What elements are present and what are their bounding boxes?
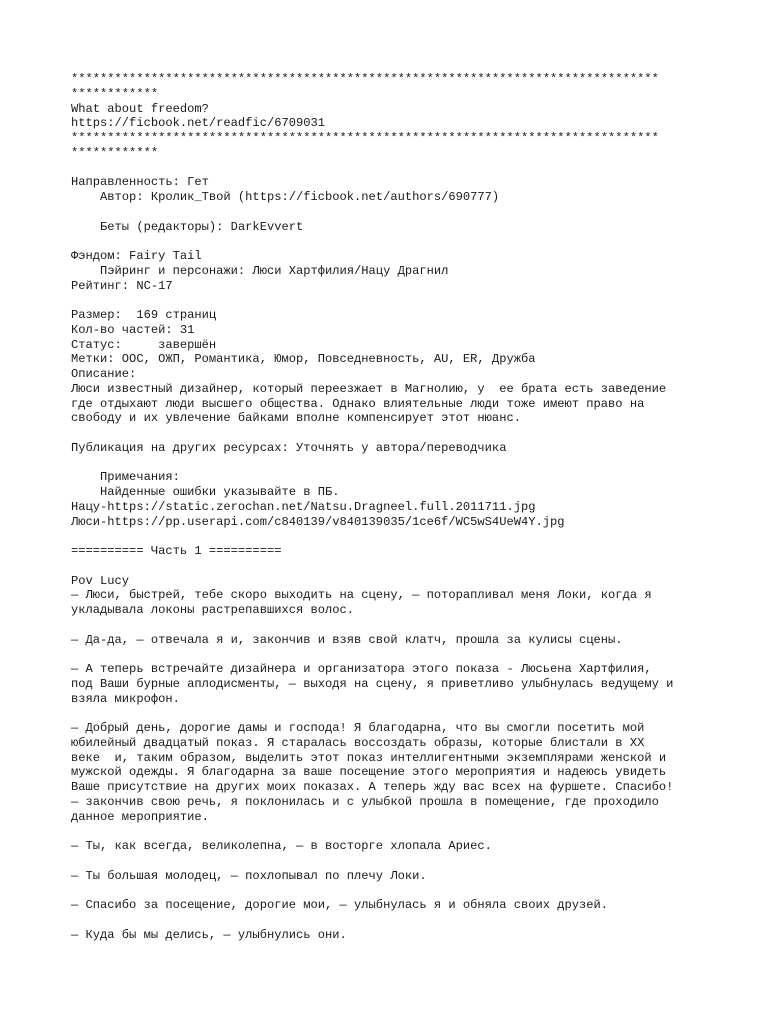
text-line bbox=[71, 883, 711, 898]
text-line: Люси-https://pp.userapi.com/c840139/v840139035/1ce6f/WC5wS4UeW4Y.jpg bbox=[71, 514, 565, 529]
text-line: мужской одежды. Я благодарна за ваше посещение этого мероприятия и надеюсь увидеть bbox=[71, 765, 667, 780]
text-line: Публикация на других ресурсах: Уточнять у автора/переводчика bbox=[71, 440, 507, 455]
text-line: — Ты большая молодец, — похлопывал по плечу Локи. bbox=[71, 868, 427, 883]
text-line: Направленность: Гет bbox=[71, 175, 209, 190]
text-line: — Да-да, — отвечала я и, закончив и взяв свой клатч, прошла за кулисы сцены. bbox=[71, 632, 623, 647]
text-line: — Спасибо за посещение, дорогие мои, — улыбнулась я и обняла своих друзей. bbox=[71, 898, 609, 912]
text-line: — Ты, как всегда, великолепна, — в восторге хлопала Ариес. bbox=[71, 839, 492, 853]
text-line bbox=[71, 913, 711, 928]
text-line: Pov Lucy bbox=[71, 573, 130, 588]
text-line: Примечания: bbox=[71, 470, 180, 485]
text-line: взяла микрофон. bbox=[71, 691, 180, 706]
text-line bbox=[71, 456, 711, 471]
text-line: Статус: завершён bbox=[71, 337, 217, 352]
text-line bbox=[71, 205, 711, 220]
text-line bbox=[71, 854, 711, 869]
text-line: Описание: bbox=[71, 367, 137, 381]
text-line: Найденные ошибки указывайте в ПБ. bbox=[71, 485, 340, 499]
text-line: ********************************************************************************* bbox=[71, 131, 659, 145]
text-line: под Ваши бурные аплодисменты, — выходя на сцену, я приветливо улыбнулась ведущему и bbox=[71, 676, 674, 691]
text-line: ********************************************************************************* bbox=[71, 72, 659, 86]
text-line bbox=[71, 706, 711, 721]
text-line: Пэйринг и персонажи: Люси Хартфилия/Нацу Драгнил bbox=[71, 263, 449, 278]
text-line: Люси известный дизайнер, который переезжает в Магнолию, у ее брата есть заведение bbox=[71, 381, 667, 396]
text-line bbox=[71, 234, 711, 249]
text-line: укладывала локоны растрепавшихся волос. bbox=[71, 603, 355, 617]
text-line: веке и, таким образом, выделить этот показ интеллигентными экземплярами женской и bbox=[71, 750, 667, 765]
text-line: Нацу-https://static.zerochan.net/Natsu.Dragneel.full.2011711.jpg bbox=[71, 499, 536, 514]
text-line: ========== Часть 1 ========== bbox=[71, 544, 282, 558]
text-line: — Люси, быстрей, тебе скоро выходить на сцену, — поторапливал меня Локи, когда я bbox=[71, 588, 652, 603]
text-line: ************ bbox=[71, 86, 159, 101]
text-line: данное мероприятие. bbox=[71, 809, 209, 824]
text-line bbox=[71, 618, 711, 633]
text-line: — А теперь встречайте дизайнера и организатора этого показа - Люсьена Хартфилия, bbox=[71, 662, 652, 676]
text-line bbox=[71, 293, 711, 308]
text-line: — Куда бы мы делись, — улыбнулись они. bbox=[71, 927, 347, 942]
text-line: свободу и их увлечение байками вполне компенсирует этот нюанс. bbox=[71, 411, 521, 426]
text-line: Размер: 169 страниц bbox=[71, 308, 217, 322]
text-line bbox=[71, 426, 711, 441]
text-line: Фэндом: Fairy Tail bbox=[71, 249, 202, 263]
text-line: Метки: ООС, ОЖП, Романтика, Юмор, Повседневность, AU, ER, Дружба bbox=[71, 352, 536, 367]
text-line bbox=[71, 647, 711, 662]
document-page bbox=[71, 72, 711, 942]
text-line: Автор: Кролик_Твой (https://ficbook.net/authors/690777) bbox=[71, 190, 500, 204]
text-line: ************ bbox=[71, 145, 159, 160]
text-line: Рейтинг: NC-17 bbox=[71, 278, 173, 293]
text-line bbox=[71, 559, 711, 574]
text-line: Ваше присутствие на других моих показах. А теперь жду вас всех на фуршете. Спасибо! bbox=[71, 780, 674, 794]
text-line: Беты (редакторы): DarkEvvert bbox=[71, 219, 304, 234]
text-line: https://ficbook.net/readfic/6709031 bbox=[71, 116, 326, 131]
text-line: What about freedom? bbox=[71, 101, 209, 116]
text-line: юбилейный двадцатый показ. Я старалась воссоздать образы, которые блистали в XX bbox=[71, 735, 645, 750]
text-line bbox=[71, 529, 711, 544]
text-line: где отдыхают люди высшего общества. Однако влиятельные люди тоже имеют право на bbox=[71, 396, 645, 411]
text-line: Кол-во частей: 31 bbox=[71, 322, 195, 337]
text-line bbox=[71, 161, 711, 176]
text-line: — закончив свою речь, я поклонилась и с улыбкой прошла в помещение, где проходило bbox=[71, 794, 659, 809]
text-line bbox=[71, 824, 711, 839]
text-line: — Добрый день, дорогие дамы и господа! Я благодарна, что вы смогли посетить мой bbox=[71, 721, 645, 735]
